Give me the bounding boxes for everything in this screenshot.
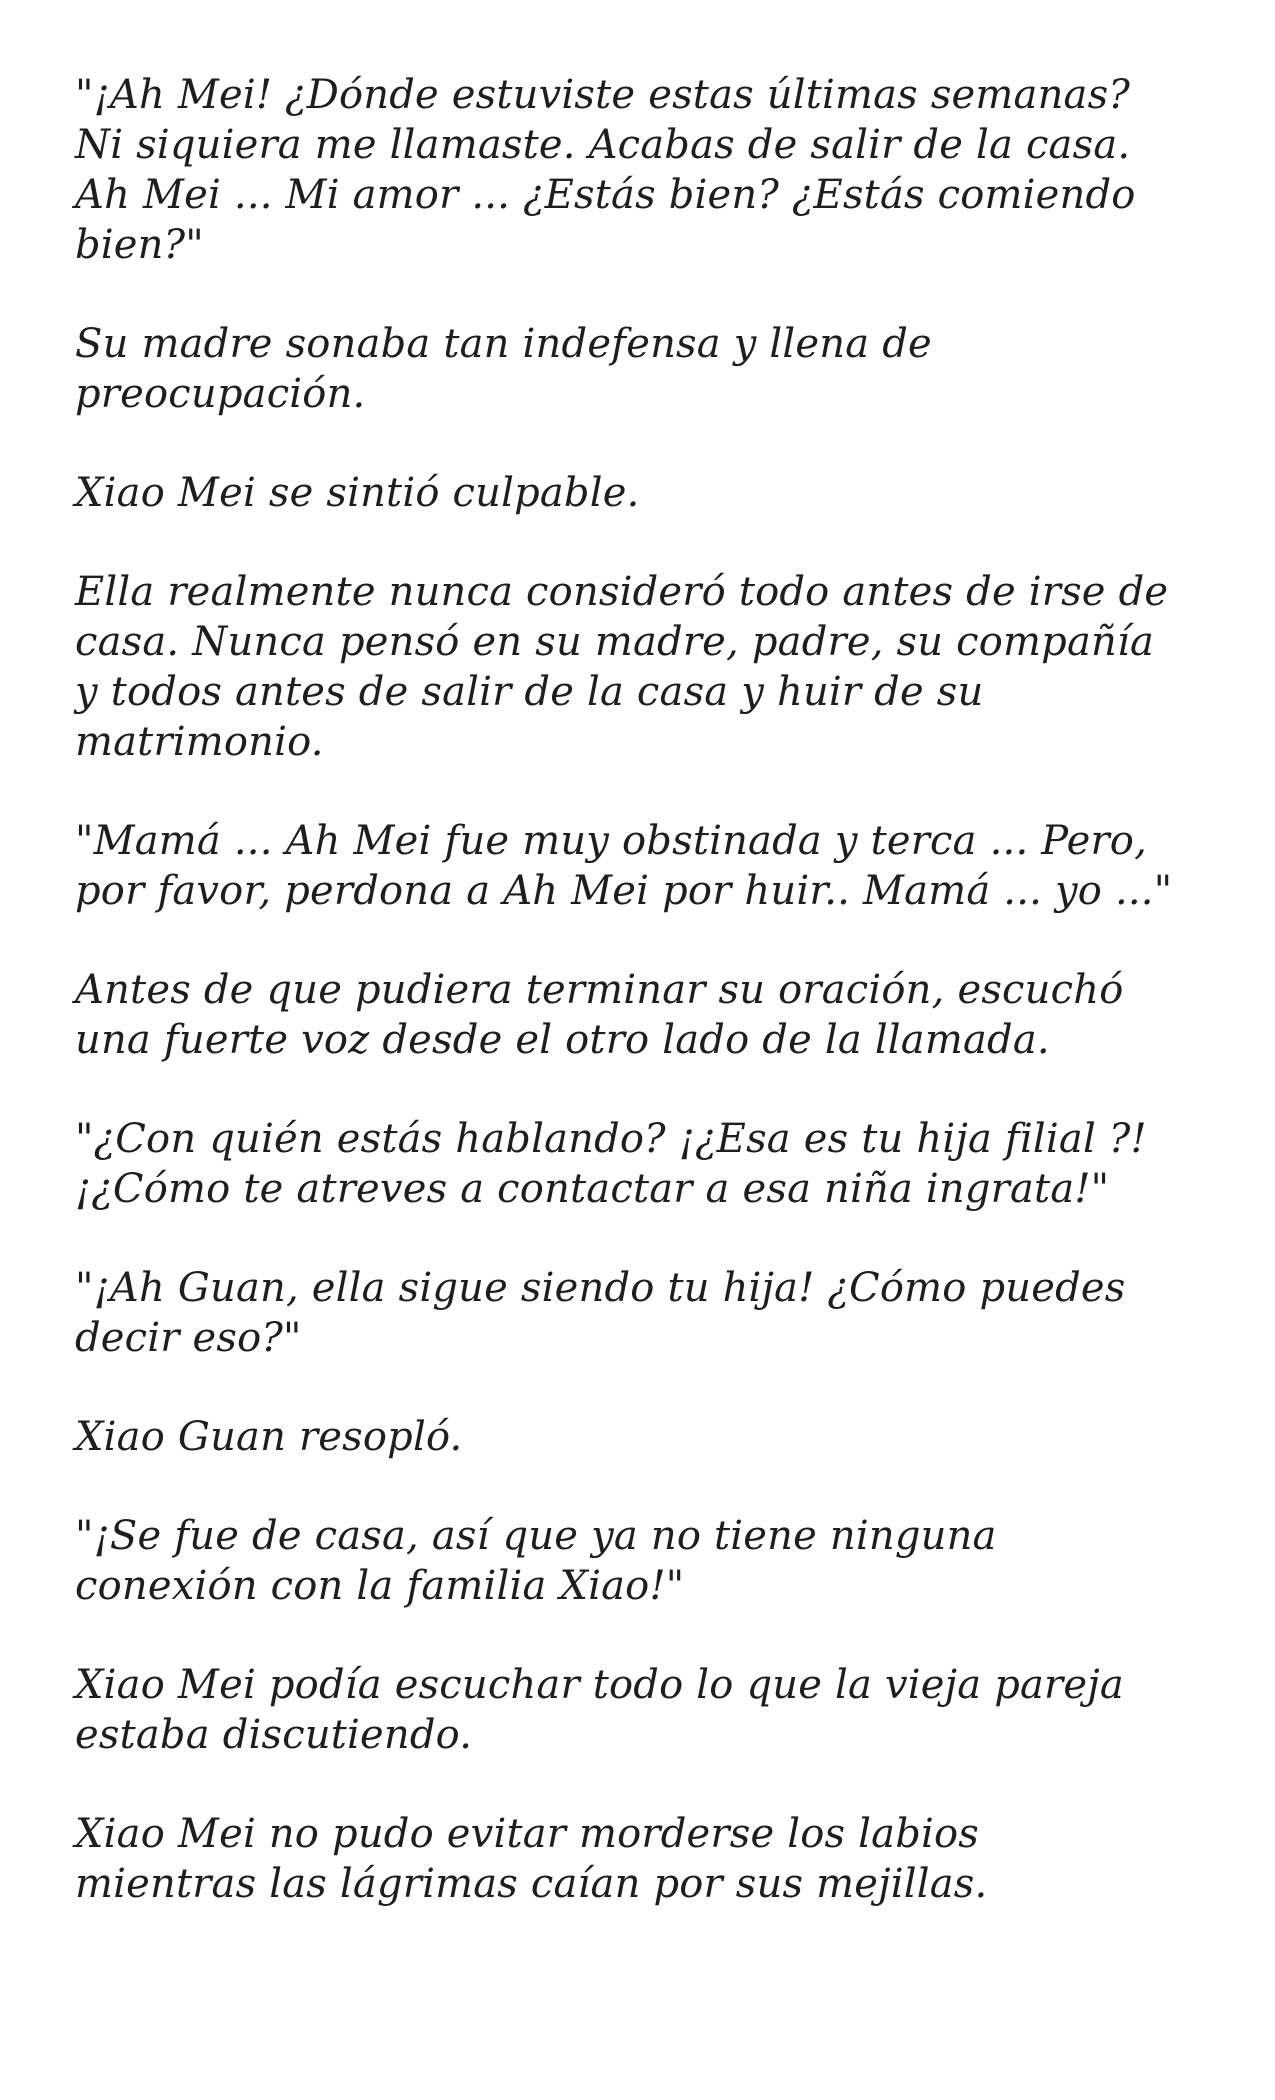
text-line: una fuerte voz desde el otro lado de la llamada. <box>75 1017 1050 1063</box>
paragraph-1 <box>75 70 1225 270</box>
paragraph-4 <box>75 567 1225 767</box>
text-line: decir eso?" <box>75 1315 302 1361</box>
text-line: casa. Nunca pensó en su madre, padre, su compañía <box>75 619 1155 665</box>
text-line: mientras las lágrimas caían por sus mejillas. <box>75 1861 988 1907</box>
paragraph-9 <box>75 1412 1225 1462</box>
text-line: por favor, perdona a Ah Mei por huir.. Mamá ... yo ..." <box>75 868 1173 914</box>
text-line: Ella realmente nunca consideró todo antes de irse de <box>75 569 1169 615</box>
paragraph-11 <box>75 1660 1225 1760</box>
text-line: "¿Con quién estás hablando? ¡¿Esa es tu hija filial ?! <box>75 1116 1147 1162</box>
text-line: "¡Se fue de casa, así que ya no tiene ninguna <box>75 1513 997 1559</box>
text-line: Xiao Mei podía escuchar todo lo que la vieja pareja <box>75 1662 1124 1708</box>
text-page <box>75 70 1225 1958</box>
paragraph-2 <box>75 319 1225 419</box>
paragraph-10 <box>75 1511 1225 1611</box>
text-line: ¡¿Cómo te atreves a contactar a esa niña ingrata!" <box>75 1166 1110 1212</box>
text-line: "Mamá ... Ah Mei fue muy obstinada y terca ... Pero, <box>75 818 1147 864</box>
text-line: Ni siquiera me llamaste. Acabas de salir de la casa. <box>75 122 1131 168</box>
text-line: estaba discutiendo. <box>75 1712 473 1758</box>
paragraph-5 <box>75 816 1225 916</box>
text-line: Xiao Mei no pudo evitar morderse los labios <box>75 1811 980 1857</box>
text-line: bien?" <box>75 222 204 268</box>
text-line: Xiao Mei se sintió culpable. <box>75 470 640 516</box>
text-line: Antes de que pudiera terminar su oración, escuchó <box>75 967 1124 1013</box>
paragraph-12 <box>75 1809 1225 1909</box>
text-line: "¡Ah Mei! ¿Dónde estuviste estas últimas semanas? <box>75 72 1130 118</box>
text-line: preocupación. <box>75 371 366 417</box>
text-line: "¡Ah Guan, ella sigue siendo tu hija! ¿Cómo puedes <box>75 1265 1126 1311</box>
paragraph-3 <box>75 468 1225 518</box>
text-line: Su madre sonaba tan indefensa y llena de <box>75 321 932 367</box>
paragraph-7 <box>75 1114 1225 1214</box>
text-line: y todos antes de salir de la casa y huir de su <box>75 669 984 715</box>
text-line: Xiao Guan resopló. <box>75 1414 463 1460</box>
text-line: Ah Mei ... Mi amor ... ¿Estás bien? ¿Estás comiendo <box>75 172 1136 218</box>
paragraph-6 <box>75 965 1225 1065</box>
paragraph-8 <box>75 1263 1225 1363</box>
text-line: conexión con la familia Xiao!" <box>75 1563 685 1609</box>
text-line: matrimonio. <box>75 719 324 765</box>
